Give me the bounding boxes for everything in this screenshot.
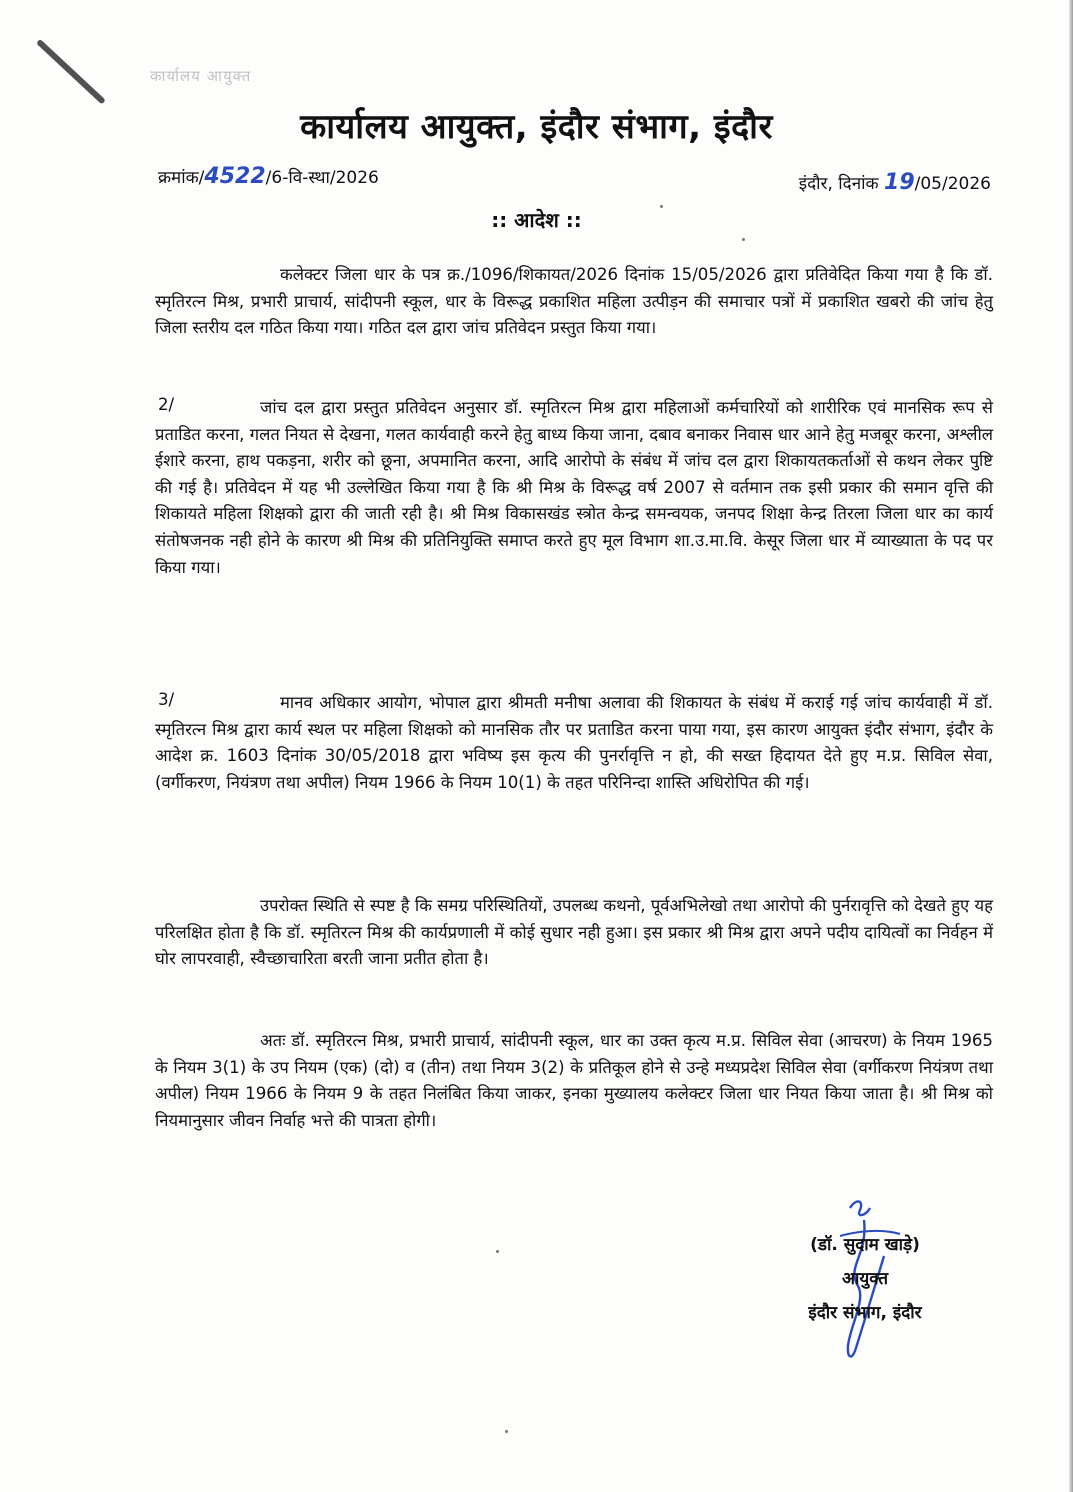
signatory-office: इंदौर संभाग, इंदौर [808, 1303, 922, 1323]
order-date [799, 170, 991, 195]
ref-suffix: /6-वि-स्था/2026 [265, 168, 379, 188]
paragraph-number-2: 2/ [158, 395, 175, 414]
ref-number-handwritten: 4522 [204, 164, 266, 189]
signatory-name: (डॉ. सुदाम खाड़े) [810, 1235, 920, 1255]
faint-stamp: कार्यालय आयुक्त [150, 67, 252, 85]
scan-speck [496, 1250, 499, 1253]
ref-prefix: क्रमांक/ [158, 168, 205, 188]
office-title: कार्यालय आयुक्त, इंदौर संभाग, इंदौर [300, 107, 773, 147]
paragraph-number-3: 3/ [158, 690, 175, 709]
paragraph-4: उपरोक्त स्थिति से स्पष्ट है कि समग्र परिस्थितियों, उपलब्ध कथनो, पूर्वअभिलेखो तथा आरोपो की पुर्नरावृत्ति को देखते हुए यह परिलक्षित होता है कि डॉ. स्मृतिरत्न मिश्र की कार्यप्रणाली में कोई सुधार नही हुआ। इस प्रकार श्री मिश्र द्वारा अपने पदीय दायित्वों का निर्वहन में घोर लापरवाही, स्वैच्छाचारिता बरती जाना प्रतीत होता है। [155, 896, 993, 969]
signatory-designation: आयुक्त [841, 1269, 889, 1289]
scan-speck [505, 1430, 508, 1433]
paragraph-1: कलेक्टर जिला धार के पत्र क्र./1096/शिकायत/2026 दिनांक 15/05/2026 द्वारा प्रतिवेदित किया गया है कि डॉ. स्मृतिरत्न मिश्र, प्रभारी प्राचार्य, सांदीपनी स्कूल, धार के विरूद्ध प्रकाशित महिला उत्पीड़न की समाचार पत्रों में प्रकाशित खबरो की जांच हेतु जिला स्तरीय दल गठित किया गया। गठित दल द्वारा जांच प्रतिवेदन प्रस्तुत किया गया। [155, 265, 993, 338]
reference-number [158, 164, 379, 189]
paragraph-5: अतः डॉ. स्मृतिरत्न मिश्र, प्रभारी प्राचार्य, सांदीपनी स्कूल, धार का उक्त कृत्य म.प्र. सिविल सेवा (आचरण) के नियम 1965 के नियम 3(1) के उप नियम (एक) (दो) व (तीन) तथा नियम 3(2) के प्रतिकूल होने से उन्हे मध्यप्रदेश सिविल सेवा (वर्गीकरण नियंत्रण तथा अपील) नियम 1966 के नियम 9 के तहत निलंबित किया जाकर, इनका मुख्यालय कलेक्टर जिला धार नियत किया जाता है। श्री मिश्र को नियमानुसार जीवन निर्वाह भत्ते की पात्रता होगी। [155, 1031, 993, 1130]
scan-speck [742, 238, 745, 241]
signature-block [770, 1228, 960, 1330]
date-prefix: इंदौर, दिनांक [798, 174, 879, 194]
paragraph-3: मानव अधिकार आयोग, भोपाल द्वारा श्रीमती मनीषा अलावा की शिकायत के संबंध में कराई गई जांच कार्यवाही में डॉ. स्मृतिरत्न मिश्र द्वारा कार्य स्थल पर महिला शिक्षको को मानसिक तौर पर प्रताडित करना पाया गया, इस कारण आयुक्त इंदौर संभाग, इंदौर के आदेश क्र. 1603 दिनांक 30/05/2018 द्वारा भविष्य इस कृत्य की पुनर्रावृत्ति न हो, की सख्त हिदायत देते हुए म.प्र. सिविल सेवा, (वर्गीकरण, नियंत्रण तथा अपील) नियम 1966 के नियम 10(1) के तहत परिनिन्दा शास्ति अधिरोपित की गई। [155, 693, 993, 792]
pen-stroke-mark [36, 39, 106, 105]
date-day-handwritten: 19 [884, 170, 915, 195]
date-suffix: /05/2026 [914, 174, 991, 194]
scan-speck [660, 205, 663, 208]
paragraph-2: जांच दल द्वारा प्रस्तुत प्रतिवेदन अनुसार डॉ. स्मृतिरत्न मिश्र द्वारा महिलाओं कर्मचारियों को शारीरिक एवं मानसिक रूप से प्रताडित करना, गलत नियत से देखना, गलत कार्यवाही करने हेतु बाध्य किया जाना, दबाव बनाकर निवास धार आने हेतु मजबूर करना, अश्लील ईशारे करना, हाथ पकड़ना, शरीर को छूना, अपमानित करना, आदि आरोपो के संबंध में जांच दल द्वारा शिकायतकर्ताओं से कथन लेकर पुष्टि की गई है। प्रतिवेदन में यह भी उल्लेखित किया गया है कि श्री मिश्र के विरूद्ध वर्ष 2007 से वर्तमान तक इसी प्रकार की समान वृत्ति की शिकायते महिला शिक्षको द्वारा की जाती रही है। श्री मिश्र विकासखंड स्त्रोत केन्द्र समन्वयक, जनपद शिक्षा केन्द्र तिरला जिला धार का कार्य संतोषजनक नही होने के कारण श्री मिश्र की प्रतिनियुक्ति समाप्त करते हुए मूल विभाग शा.उ.मा.वि. केसूर जिला धार में व्याख्याता के पद पर किया गया। [155, 398, 993, 577]
order-heading: :: आदेश :: [491, 208, 582, 232]
